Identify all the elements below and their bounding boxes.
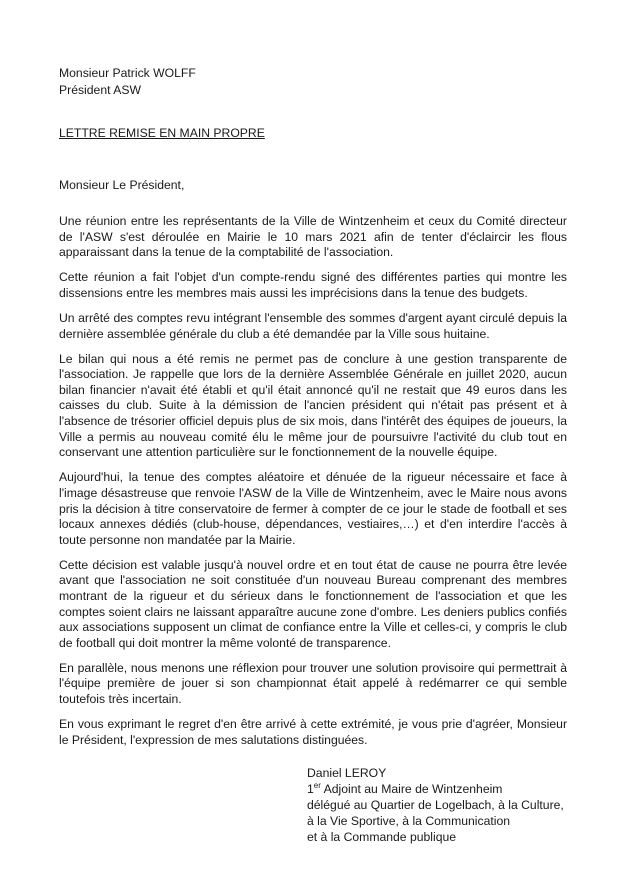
recipient-title: Président ASW [59,83,141,97]
signatory-delegation-line: et à la Commande publique [307,830,457,844]
paragraph: Une réunion entre les représentants de la Ville de Wintzenheim et ceux du Comité directeur de l'ASW s'est déroulée en Mairie le 10 mars 2021 afin de tenter d'éclaircir les flous apparaissant dans la tenue de la comptabilité de l'association. [59,214,567,260]
recipient-block [59,66,196,100]
signatory-role [307,782,564,798]
signatory-delegation-line: délégué au Quartier de Logelbach, à la Culture, [307,798,564,812]
signatory-delegation-line: à la Vie Sportive, à la Communication [307,814,511,828]
letter-body [59,214,567,758]
signature-block [307,766,564,846]
recipient-name: Monsieur Patrick WOLFF [59,66,196,80]
role-rest: Adjoint au Maire de Wintzenheim [320,782,503,796]
signatory-name: Daniel LEROY [307,766,387,780]
letter-subject: LETTRE REMISE EN MAIN PROPRE [59,126,265,140]
role-ordinal-suffix: er [313,780,321,790]
paragraph: Cette décision est valable jusqu'à nouvel ordre et en tout état de cause ne pourra être levée avant que l'association ne soit constituée d'un nouveau Bureau comprenant des membres montrant de la rigueur et du sérieux dans le fonctionnement de l'association et que les comptes soient clairs ne laissant apparaître aucune zone d'ombre. Les deniers publics confiés aux associations supposent un climat de confiance entre la Ville et celles-ci, y compris le club de football qui doit montrer la même volonté de transparence. [59,557,567,650]
role-number: 1 [307,782,314,796]
paragraph: En vous exprimant le regret d'en être arrivé à cette extrémité, je vous prie d'agréer, Monsieur le Président, l'expression de mes salutations distinguées. [59,717,567,747]
paragraph: Aujourd'hui, la tenue des comptes aléatoire et dénuée de la rigueur nécessaire et face à l'image désastreuse que renvoie l'ASW de la Ville de Wintzenheim, avec le Maire nous avons pris la décision à titre conservatoire de fermer à compter de ce jour le stade de football et ses locaux annexes dédiés (club-house, dépendances, vestiaires,…) et d'en interdire l'accès à toute personne non mandatée par la Mairie. [59,470,567,547]
paragraph: Un arrêté des comptes revu intégrant l'ensemble des sommes d'argent ayant circulé depuis la dernière assemblée générale du club a été demandée par la Ville sous huitaine. [59,310,567,341]
paragraph: Le bilan qui nous a été remis ne permet pas de conclure à une gestion transparente de l'association. Je rappelle que lors de la dernière Assemblée Générale en juillet 2020, aucun bilan financier n'avait été établi et qu'il était annoncé qu'il ne restait que 49 euros dans les caisses du club. Suite à la démission de l'ancien président qui n'était pas présent et à l'absence de trésorier officiel depuis plus de six mois, dans l'intérêt des équipes de joueurs, la Ville a permis au nouveau comité élu le même jour de poursuivre l'activité du club tout en conservant une attention particulière sur le fonctionnement de la nouvelle équipe. [59,351,567,460]
paragraph: Cette réunion a fait l'objet d'un compte-rendu signé des différentes parties qui montre les dissensions entre les membres mais aussi les imprécisions dans la tenue des budgets. [59,270,567,300]
salutation: Monsieur Le Président, [59,178,185,192]
paragraph: En parallèle, nous menons une réflexion pour trouver une solution provisoire qui permettrait à l'équipe première de jouer si son championnat était appelé à redémarrer ce qui semble toutefois très incertain. [59,660,567,707]
